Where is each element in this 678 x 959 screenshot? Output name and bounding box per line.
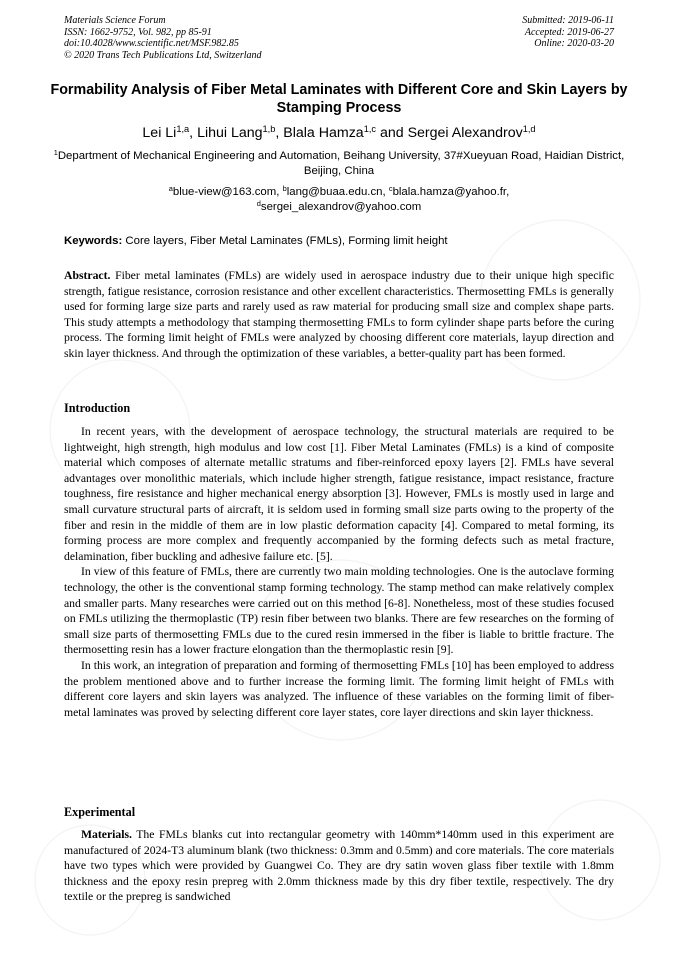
email-list: $^a$blue-view@163.com, $^b$lang@buaa.edu.cn, $^c$blala.hamza@yahoo.fr, $^d$sergei_alexandrov@yahoo.com xyxy=(168,184,510,213)
paragraph: In recent years, with the development of aerospace technology, the structural materials are required to be lightweight, high strength, high modulus and low cost [1]. Fiber Metal Laminates (FMLs) is a kind of composite material which composes of alternate metallic stratums and fiber-reinforced epoxy layers [2]. FMLs have several advantages over monolithic materials, which include higher strength, fatigue resistance, impact resistance, fracture toughness, fire resistance and higher mechanical energy absorption [3]. However, FMLs is mostly used in large and small curvature structural parts of aircraft, it is seldom used in forming small size parts owing to the property of the fiber and resin in the middle of them are in low plastic deformation capacity [4]. Compared to metal forming, its forming process are more complex and frequently accompanied by the forming defects such as metal fracture, delamination, fiber buckling and adhesive failure etc. [5]. xyxy=(64,425,614,563)
author-list: Lei Li$^{1,a}$, Lihui Lang$^{1,b}$, Blala Hamza$^{1,c}$ and Sergei Alexandrov$^{1,d}$ xyxy=(142,124,536,141)
keywords-text: Core layers, Fiber Metal Laminates (FMLs), Forming limit height xyxy=(122,235,448,247)
author-affil-mark: 1,b xyxy=(262,124,276,135)
abstract-label: Abstract. xyxy=(64,269,111,282)
online-date: Online: 2020-03-20 xyxy=(534,38,614,49)
submitted-date: Submitted: 2019-06-11 xyxy=(522,15,614,26)
author-affil-mark: 1,d xyxy=(522,124,536,135)
affiliation-text: Department of Mechanical Engineering and Automation, Beihang University, 37#Xueyuan Road, Haidian District, Beijing, China xyxy=(57,150,625,177)
keywords xyxy=(64,234,624,249)
paragraph: In view of this feature of FMLs, there are currently two main molding technologies. One is the autoclave forming technology, the other is the conventional stamp forming technology. The stamp method can make relatively complex and smaller parts. Many researches were carried out on this method [6-8]. Nonetheless, most of these studies focused on FMLs utilizing the thermoplastic (TP) resin fiber between two blanks. There are few researches on the forming of small size parts of thermosetting FMLs due to the cured resin immersed in the fiber is liable to brittle fracture. The thermosetting resin has a lower fracture elongation than the thermoplastic resin [9]. xyxy=(64,565,614,657)
affiliation xyxy=(40,149,638,179)
accepted-date: Accepted: 2019-06-27 xyxy=(524,26,614,38)
email-address[interactable]: blue-view@163.com xyxy=(172,186,277,198)
introduction-heading: Introduction xyxy=(64,401,131,415)
materials-text: The FMLs blanks cut into rectangular geometry with 140mm*140mm used in this experiment are manufactured of 2024-T3 aluminum blank (two thickness: 0.3mm and 0.5mm) and core materials. The core materials have two types which were provided by Guangwei Co. They are dry satin woven glass fiber textile with 1.8mm thickness and the epoxy resin prepreg with 2.0mm thickness made by this dry fiber textile, respectively. The dry textile or the prepreg is sandwiched xyxy=(64,828,614,904)
copyright-line: © 2020 Trans Tech Publications Ltd, Switzerland xyxy=(64,49,262,61)
author-name: Blala Hamza xyxy=(283,125,364,141)
introduction-body xyxy=(64,424,614,720)
publication-dates xyxy=(522,15,614,50)
author-name: Lei Li xyxy=(142,125,177,141)
materials-label: Materials. xyxy=(81,828,132,841)
affiliation-mark: 1 xyxy=(53,148,58,158)
issn-line: ISSN: 1662-9752, Vol. 982, pp 85-91 xyxy=(64,26,212,38)
keywords-label: Keywords: xyxy=(64,235,123,247)
paper-title: Formability Analysis of Fiber Metal Laminates with Different Core and Skin Layers by Stamping Process xyxy=(50,82,628,116)
email-address[interactable]: lang@buaa.edu.cn xyxy=(286,186,383,198)
abstract-text: Fiber metal laminates (FMLs) are widely used in aerospace industry due to their unique high specific strength, fatigue resistance, corrosion resistance and other excellent characteristics. Thermosetting FMLs is generally used for forming large size parts and rarely used as raw material for producing small size and complex shape parts. This study attempts a methodology that stamping thermosetting FMLs to form cylinder shape parts before the curing process. The forming limit height of FMLs were analyzed by choosing different core materials, layup direction and skin layer thickness. And through the optimization of these variables, a better-quality part has been formed. xyxy=(64,269,614,360)
experimental-body xyxy=(64,827,614,905)
email-address[interactable]: blala.hamza@yahoo.fr xyxy=(392,186,507,198)
author-name: Lihui Lang xyxy=(197,125,263,141)
author-affil-mark: 1,c xyxy=(363,124,377,135)
email-address[interactable]: sergei_alexandrov@yahoo.com xyxy=(260,201,422,213)
author-affil-mark: 1,a xyxy=(176,124,190,135)
journal-info xyxy=(64,15,262,61)
doi-line: doi:10.4028/www.scientific.net/MSF.982.85 xyxy=(64,38,239,49)
paragraph: In this work, an integration of preparation and forming of thermosetting FMLs [10] has been employed to address the problem mentioned above and to further increase the forming limit. The forming limit height of FMLs with different core layers and skin layers was analyzed. The influence of these variables on the forming limit of fiber-metal laminates was proved by selecting different core layer states, core layer directions and skin layer thickness. xyxy=(64,658,614,719)
abstract xyxy=(64,268,614,362)
author-name: Sergei Alexandrov xyxy=(407,125,523,141)
journal-name: Materials Science Forum xyxy=(64,15,166,26)
experimental-heading: Experimental xyxy=(64,805,136,819)
